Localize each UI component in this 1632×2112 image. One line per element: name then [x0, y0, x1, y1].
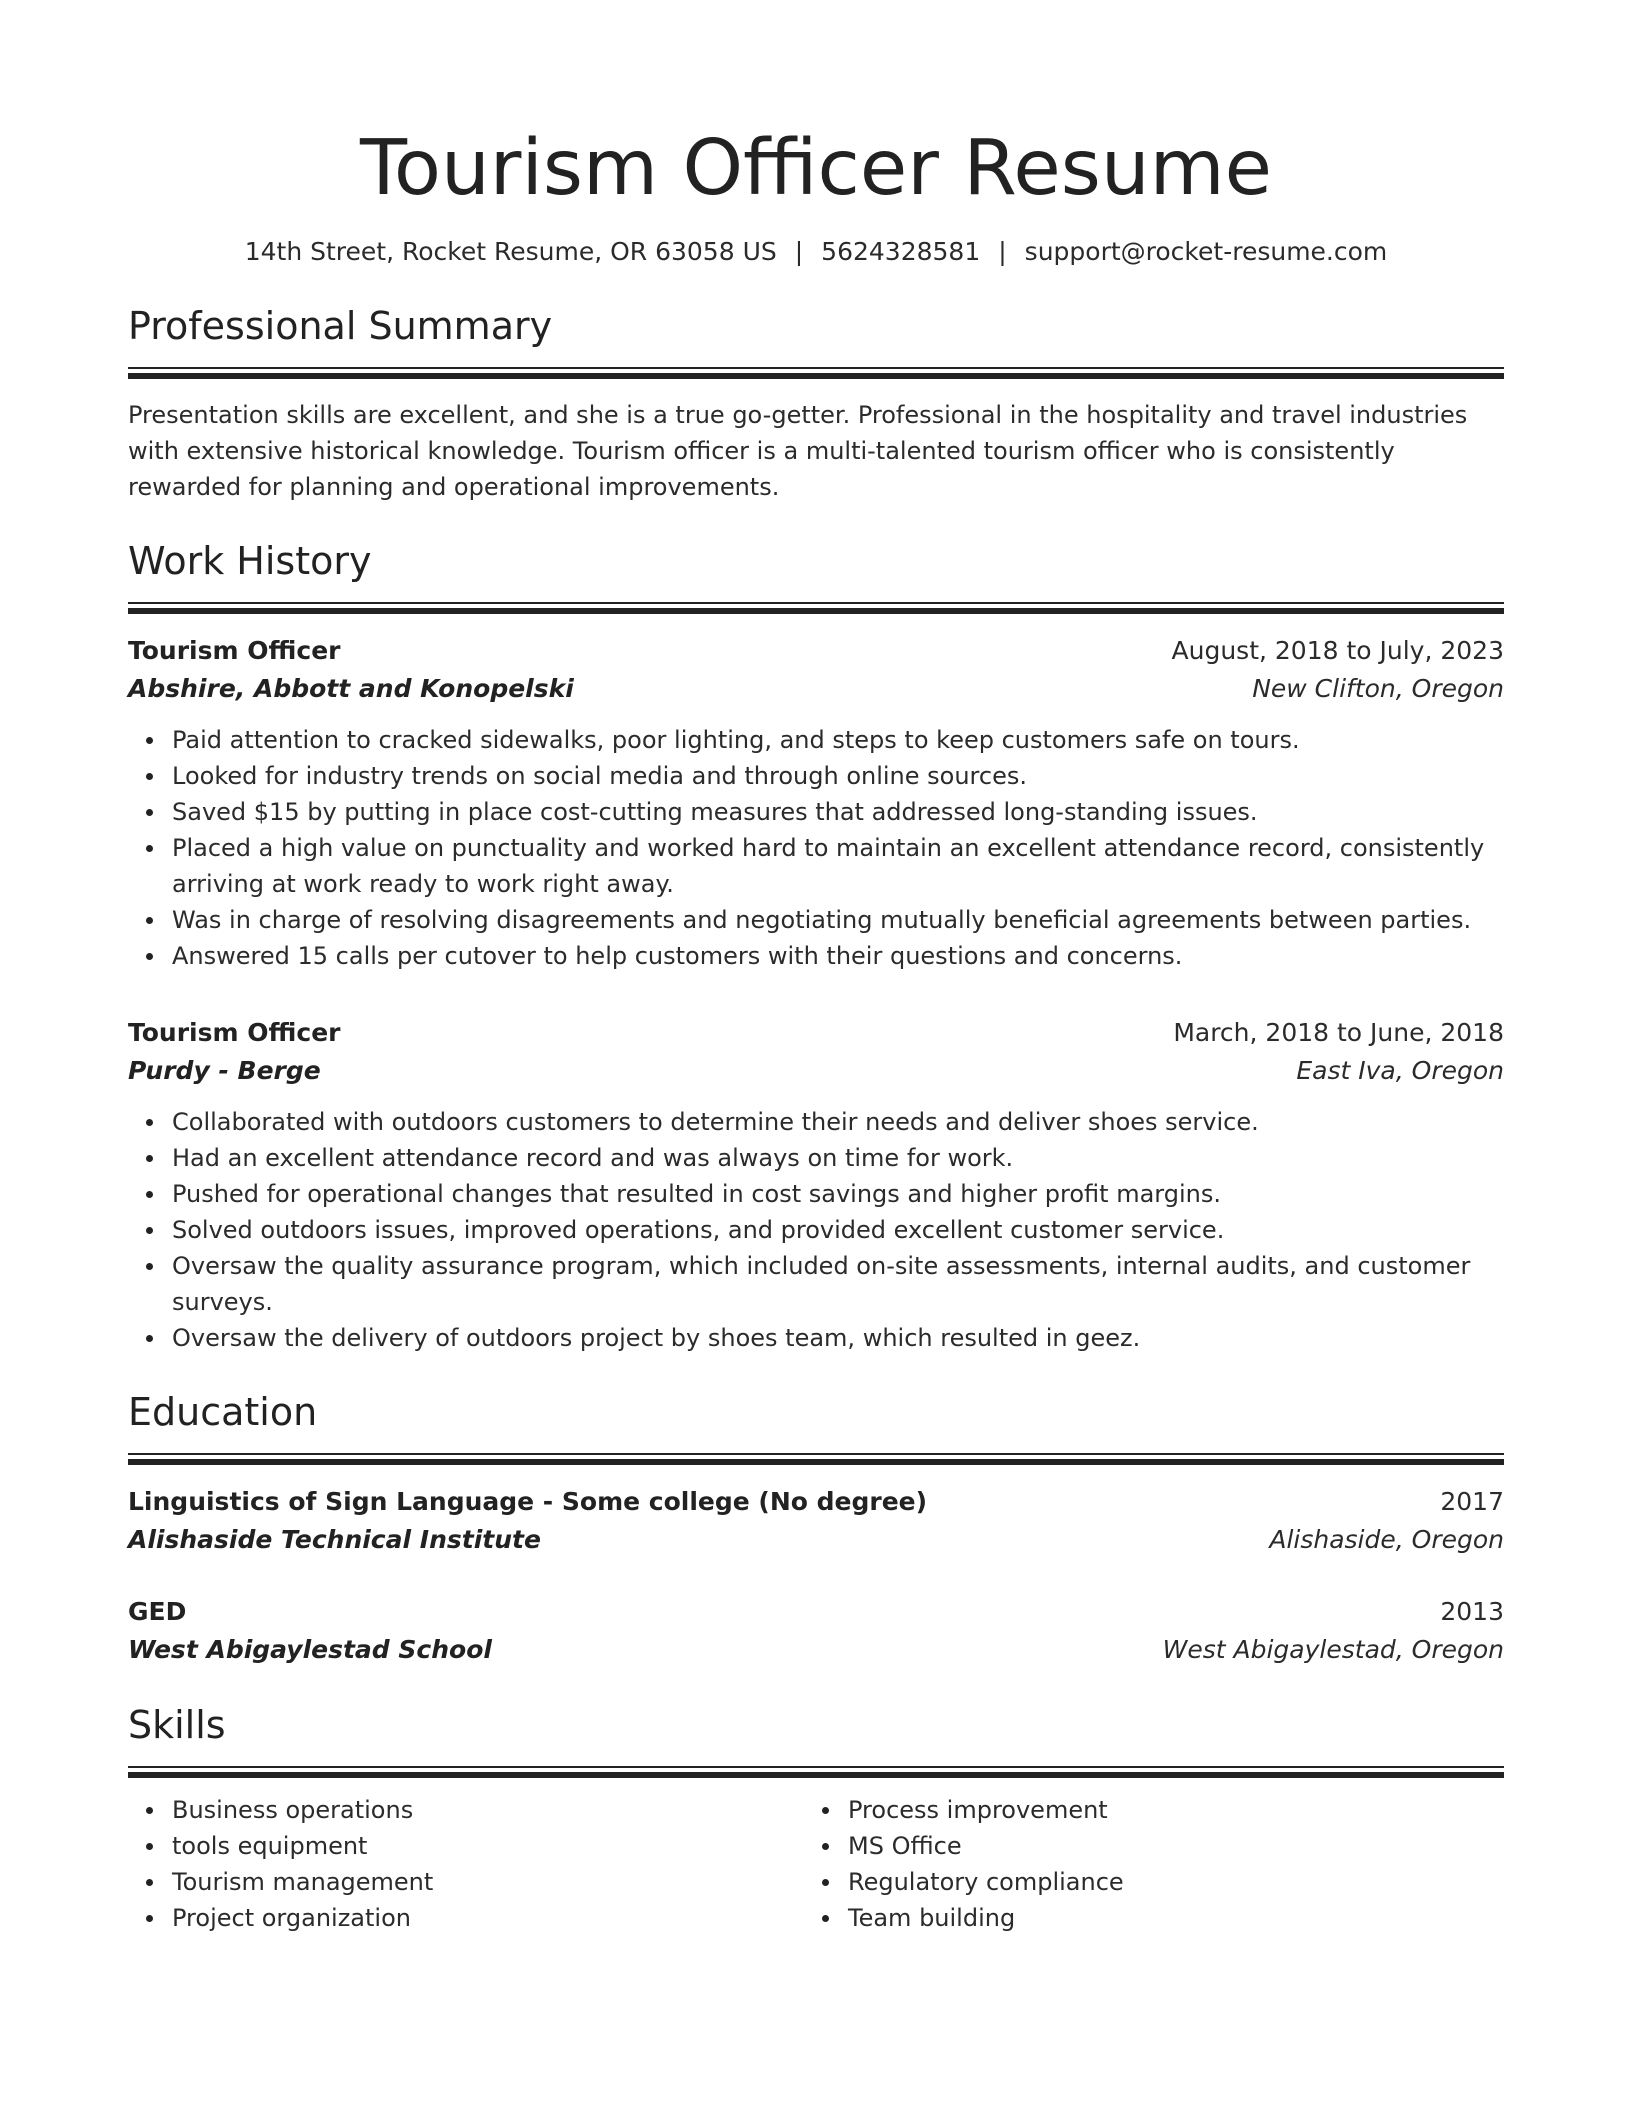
skills-section-header	[128, 1701, 1504, 1778]
job-entry	[128, 1014, 1504, 1356]
job-duty: Was in charge of resolving disagreements and negotiating mutually beneficial agreements between parties.	[172, 902, 1504, 938]
education-school: Alishaside Technical Institute	[128, 1525, 541, 1554]
section-divider-thin	[128, 1453, 1504, 1455]
skill-item: Team building	[848, 1900, 1480, 1936]
job-duty: Pushed for operational changes that resulted in cost savings and higher profit margins.	[172, 1176, 1504, 1212]
job-entry	[128, 632, 1504, 974]
contact-phone: 5624328581	[821, 237, 981, 266]
job-title: Tourism Officer	[128, 1018, 341, 1047]
education-location: Alishaside, Oregon	[1269, 1525, 1504, 1554]
contact-separator: |	[794, 237, 804, 266]
skill-item: Process improvement	[848, 1792, 1480, 1828]
contact-line	[128, 234, 1504, 270]
education-heading: Education	[128, 1390, 318, 1434]
skill-item: Project organization	[172, 1900, 804, 1936]
job-duty: Oversaw the quality assurance program, which included on-site assessments, internal audits, and customer surveys.	[172, 1248, 1504, 1320]
skills-list-left	[128, 1792, 804, 1936]
section-divider-thin	[128, 602, 1504, 604]
job-duty: Solved outdoors issues, improved operations, and provided excellent customer service.	[172, 1212, 1504, 1248]
section-divider-thick	[128, 373, 1504, 379]
job-dates: March, 2018 to June, 2018	[1173, 1018, 1504, 1047]
skill-item: tools equipment	[172, 1828, 804, 1864]
skill-item: Tourism management	[172, 1864, 804, 1900]
section-divider-thick	[128, 1459, 1504, 1465]
job-duty: Collaborated with outdoors customers to determine their needs and deliver shoes service.	[172, 1104, 1504, 1140]
job-title: Tourism Officer	[128, 636, 341, 665]
contact-email: support@rocket-resume.com	[1024, 237, 1388, 266]
education-entry	[128, 1483, 1504, 1559]
job-duties-list	[128, 1104, 1504, 1356]
skill-item: Business operations	[172, 1792, 804, 1828]
job-employer: Abshire, Abbott and Konopelski	[128, 674, 574, 703]
work-section-header	[128, 537, 1504, 614]
education-degree: Linguistics of Sign Language - Some college (No degree)	[128, 1487, 928, 1516]
job-duty: Looked for industry trends on social media and through online sources.	[172, 758, 1504, 794]
education-year: 2013	[1440, 1597, 1504, 1626]
section-divider-thin	[128, 1766, 1504, 1768]
skill-item: Regulatory compliance	[848, 1864, 1480, 1900]
job-duties-list	[128, 722, 1504, 974]
section-divider-thick	[128, 1772, 1504, 1778]
section-divider-thick	[128, 608, 1504, 614]
job-duty: Oversaw the delivery of outdoors project by shoes team, which resulted in geez.	[172, 1320, 1504, 1356]
section-divider-thin	[128, 367, 1504, 369]
job-dates: August, 2018 to July, 2023	[1171, 636, 1504, 665]
job-employer: Purdy - Berge	[128, 1056, 321, 1085]
job-duty: Had an excellent attendance record and was always on time for work.	[172, 1140, 1504, 1176]
job-duty: Paid attention to cracked sidewalks, poor lighting, and steps to keep customers safe on tours.	[172, 722, 1504, 758]
education-section-header	[128, 1388, 1504, 1465]
skills-grid	[128, 1792, 1504, 1936]
contact-address: 14th Street, Rocket Resume, OR 63058 US	[244, 237, 777, 266]
job-location: East Iva, Oregon	[1296, 1056, 1504, 1085]
summary-heading: Professional Summary	[128, 304, 553, 348]
education-year: 2017	[1440, 1487, 1504, 1516]
skills-list-right	[804, 1792, 1480, 1936]
job-location: New Clifton, Oregon	[1252, 674, 1504, 703]
job-duty: Answered 15 calls per cutover to help customers with their questions and concerns.	[172, 938, 1504, 974]
education-location: West Abigaylestad, Oregon	[1162, 1635, 1504, 1664]
skill-item: MS Office	[848, 1828, 1480, 1864]
education-degree: GED	[128, 1597, 187, 1626]
job-duty: Placed a high value on punctuality and worked hard to maintain an excellent attendance record, consistently arriving at work ready to work right away.	[172, 830, 1504, 902]
summary-text: Presentation skills are excellent, and she is a true go-getter. Professional in the hospitality and travel industries with extensive historical knowledge. Tourism officer is a multi-talented tourism officer who is consistently rewarded for planning and operational improvements.	[128, 401, 1468, 501]
education-entry	[128, 1593, 1504, 1669]
work-heading: Work History	[128, 539, 372, 583]
skills-heading: Skills	[128, 1703, 226, 1747]
job-duty: Saved $15 by putting in place cost-cutting measures that addressed long-standing issues.	[172, 794, 1504, 830]
summary-section-header	[128, 302, 1504, 379]
resume-title: Tourism Officer Resume	[359, 124, 1273, 213]
contact-separator: |	[998, 237, 1007, 266]
resume-page	[128, 0, 1504, 1936]
education-school: West Abigaylestad School	[128, 1635, 492, 1664]
